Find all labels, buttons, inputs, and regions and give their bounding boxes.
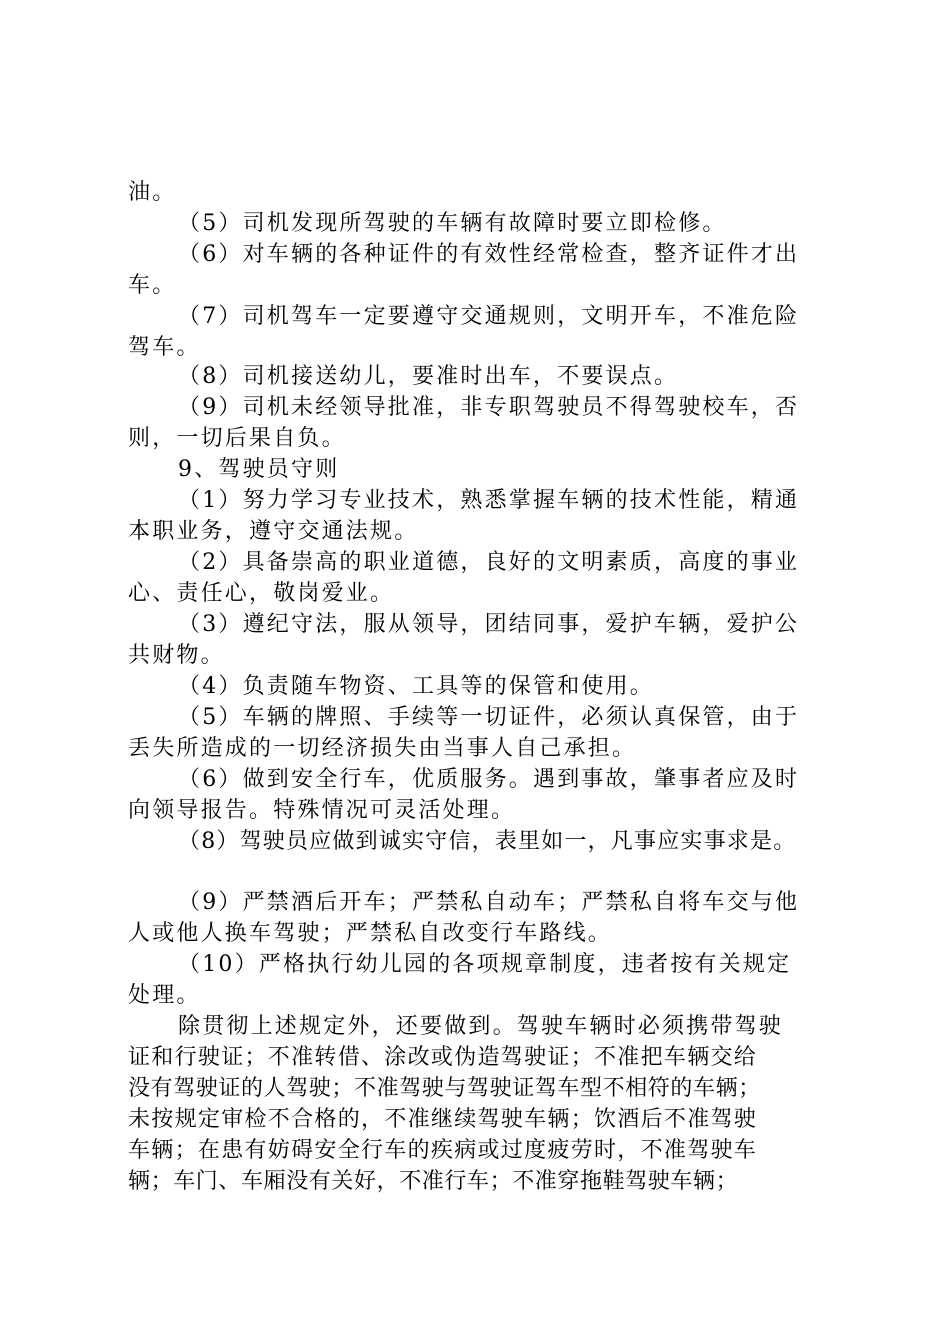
text-line: 没有驾驶证的人驾驶；不准驾驶与驾驶证驾车型不相符的车辆； bbox=[128, 1076, 761, 1101]
text-line: 未按规定审检不合格的，不准继续驾驶车辆；饮酒后不准驾驶 bbox=[128, 1107, 758, 1132]
text-line: （7）司机驾车一定要遵守交通规则，文明开车，不准危险 bbox=[178, 304, 800, 329]
text-line: （2）具备崇高的职业道德，良好的文明素质，高度的事业 bbox=[178, 550, 800, 575]
text-line: 心、责任心，敬岗爱业。 bbox=[128, 581, 395, 606]
text-line: 除贯彻上述规定外，还要做到。驾驶车辆时必须携带驾驶 bbox=[178, 1014, 784, 1039]
text-line: （6）对车辆的各种证件的有效性经常检查，整齐证件才出 bbox=[178, 242, 800, 267]
text-line: 处理。 bbox=[128, 983, 201, 1008]
text-line: 辆；车门、车厢没有关好，不准行车；不准穿拖鞋驾驶车辆； bbox=[128, 1169, 739, 1194]
text-line: 人或他人换车驾驶；严禁私自改变行车路线。 bbox=[128, 921, 613, 946]
text-line: 车辆；在患有妨碍安全行车的疾病或过度疲劳时，不准驾驶车 bbox=[128, 1138, 758, 1163]
text-line: （8）驾驶员应做到诚实守信，表里如一，凡事应实事求是。 bbox=[178, 829, 797, 854]
text-line: （5）司机发现所驾驶的车辆有故障时要立即检修。 bbox=[178, 211, 727, 236]
text-line: （9）司机未经领导批准，非专职驾驶员不得驾驶校车，否 bbox=[178, 395, 800, 420]
text-line: 则，一切后果自负。 bbox=[128, 426, 346, 451]
text-line: （3）遵纪守法，服从领导，团结同事，爱护车辆，爱护公 bbox=[178, 612, 800, 637]
text-line: 本职业务，遵守交通法规。 bbox=[128, 519, 419, 544]
text-line: （8）司机接送幼儿，要准时出车，不要误点。 bbox=[178, 364, 679, 389]
text-line: 共财物。 bbox=[128, 643, 225, 668]
text-line: 油。 bbox=[128, 180, 177, 205]
text-line: 证和行驶证；不准转借、涂改或伪造驾驶证；不准把车辆交给 bbox=[128, 1045, 758, 1070]
text-line: （9）严禁酒后开车；严禁私自动车；严禁私自将车交与他 bbox=[178, 890, 800, 915]
text-line: （1）努力学习专业技术，熟悉掌握车辆的技术性能，精通 bbox=[178, 488, 800, 513]
text-line: 驾车。 bbox=[128, 335, 201, 360]
text-line: 丢失所造成的一切经济损失由当事人自己承担。 bbox=[128, 736, 637, 761]
text-line: 向领导报告。特殊情况可灵活处理。 bbox=[128, 798, 516, 823]
text-line: （5）车辆的牌照、手续等一切证件，必须认真保管，由于 bbox=[178, 705, 800, 730]
text-line: （6）做到安全行车，优质服务。遇到事故，肇事者应及时 bbox=[178, 767, 800, 792]
section-heading: 9、驾驶员守则 bbox=[178, 457, 340, 482]
text-line: （10）严格执行幼儿园的各项规章制度，违者按有关规定 bbox=[178, 952, 792, 977]
text-line: 车。 bbox=[128, 273, 177, 298]
text-line: （4）负责随车物资、工具等的保管和使用。 bbox=[178, 674, 654, 699]
